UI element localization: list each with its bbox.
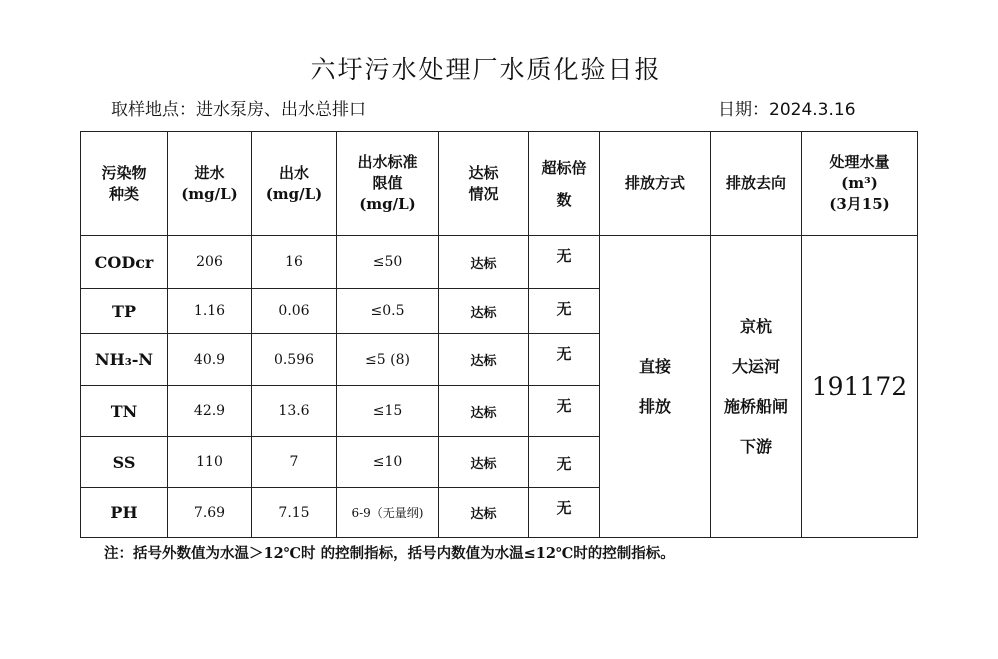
- row-status: 达标: [439, 289, 529, 334]
- row-item: PH: [81, 488, 168, 538]
- header-volume: 处理水量 (m³) (3月15): [802, 132, 918, 236]
- discharge-destination: 京杭 大运河 施桥船闸 下游: [711, 236, 802, 538]
- row-item: SS: [81, 437, 168, 488]
- row-exceed: 无: [529, 334, 600, 386]
- header-exceed: 超标倍 数: [529, 132, 600, 236]
- row-outflow: 7: [252, 437, 337, 488]
- header-method: 排放方式: [600, 132, 711, 236]
- row-status: 达标: [439, 236, 529, 289]
- water-quality-table: [80, 131, 918, 538]
- report-title: 六圩污水处理厂水质化验日报: [310, 55, 662, 84]
- row-outflow: 0.06: [252, 289, 337, 334]
- row-limit: ≤0.5: [337, 289, 439, 334]
- row-status: 达标: [439, 386, 529, 437]
- row-outflow: 13.6: [252, 386, 337, 437]
- row-exceed: 无: [529, 437, 600, 488]
- row-exceed: 无: [529, 386, 600, 437]
- row-limit: ≤50: [337, 236, 439, 289]
- header-item: 污染物 种类: [81, 132, 168, 236]
- discharge-method: 直接 排放: [600, 236, 711, 538]
- row-limit: 6-9（无量纲): [337, 488, 439, 538]
- header-row: [81, 132, 918, 236]
- row-status: 达标: [439, 488, 529, 538]
- report-date: 日期：2024.3.16: [718, 100, 856, 120]
- row-item: CODcr: [81, 236, 168, 289]
- header-destination: 排放去向: [711, 132, 802, 236]
- row-limit: ≤10: [337, 437, 439, 488]
- row-item: NH₃-N: [81, 334, 168, 386]
- header-inflow: 进水 (mg/L): [168, 132, 252, 236]
- row-exceed: 无: [529, 488, 600, 538]
- row-inflow: 206: [168, 236, 252, 289]
- row-limit: ≤5 (8): [337, 334, 439, 386]
- row-status: 达标: [439, 334, 529, 386]
- sampling-location: 取样地点：进水泵房、出水总排口: [111, 100, 366, 120]
- header-limit: 出水标准 限值 (mg/L): [337, 132, 439, 236]
- header-outflow: 出水 (mg/L): [252, 132, 337, 236]
- row-inflow: 40.9: [168, 334, 252, 386]
- row-item: TN: [81, 386, 168, 437]
- treated-volume: 191172: [802, 236, 918, 538]
- row-outflow: 16: [252, 236, 337, 289]
- row-inflow: 110: [168, 437, 252, 488]
- row-status: 达标: [439, 437, 529, 488]
- row-inflow: 7.69: [168, 488, 252, 538]
- row-inflow: 42.9: [168, 386, 252, 437]
- table-row: [81, 236, 918, 289]
- row-limit: ≤15: [337, 386, 439, 437]
- header-status: 达标 情况: [439, 132, 529, 236]
- row-item: TP: [81, 289, 168, 334]
- row-outflow: 7.15: [252, 488, 337, 538]
- footnote: 注：括号外数值为水温＞12℃时 的控制指标，括号内数值为水温≤12℃时的控制指标。: [104, 545, 675, 562]
- row-outflow: 0.596: [252, 334, 337, 386]
- row-exceed: 无: [529, 236, 600, 289]
- row-inflow: 1.16: [168, 289, 252, 334]
- row-exceed: 无: [529, 289, 600, 334]
